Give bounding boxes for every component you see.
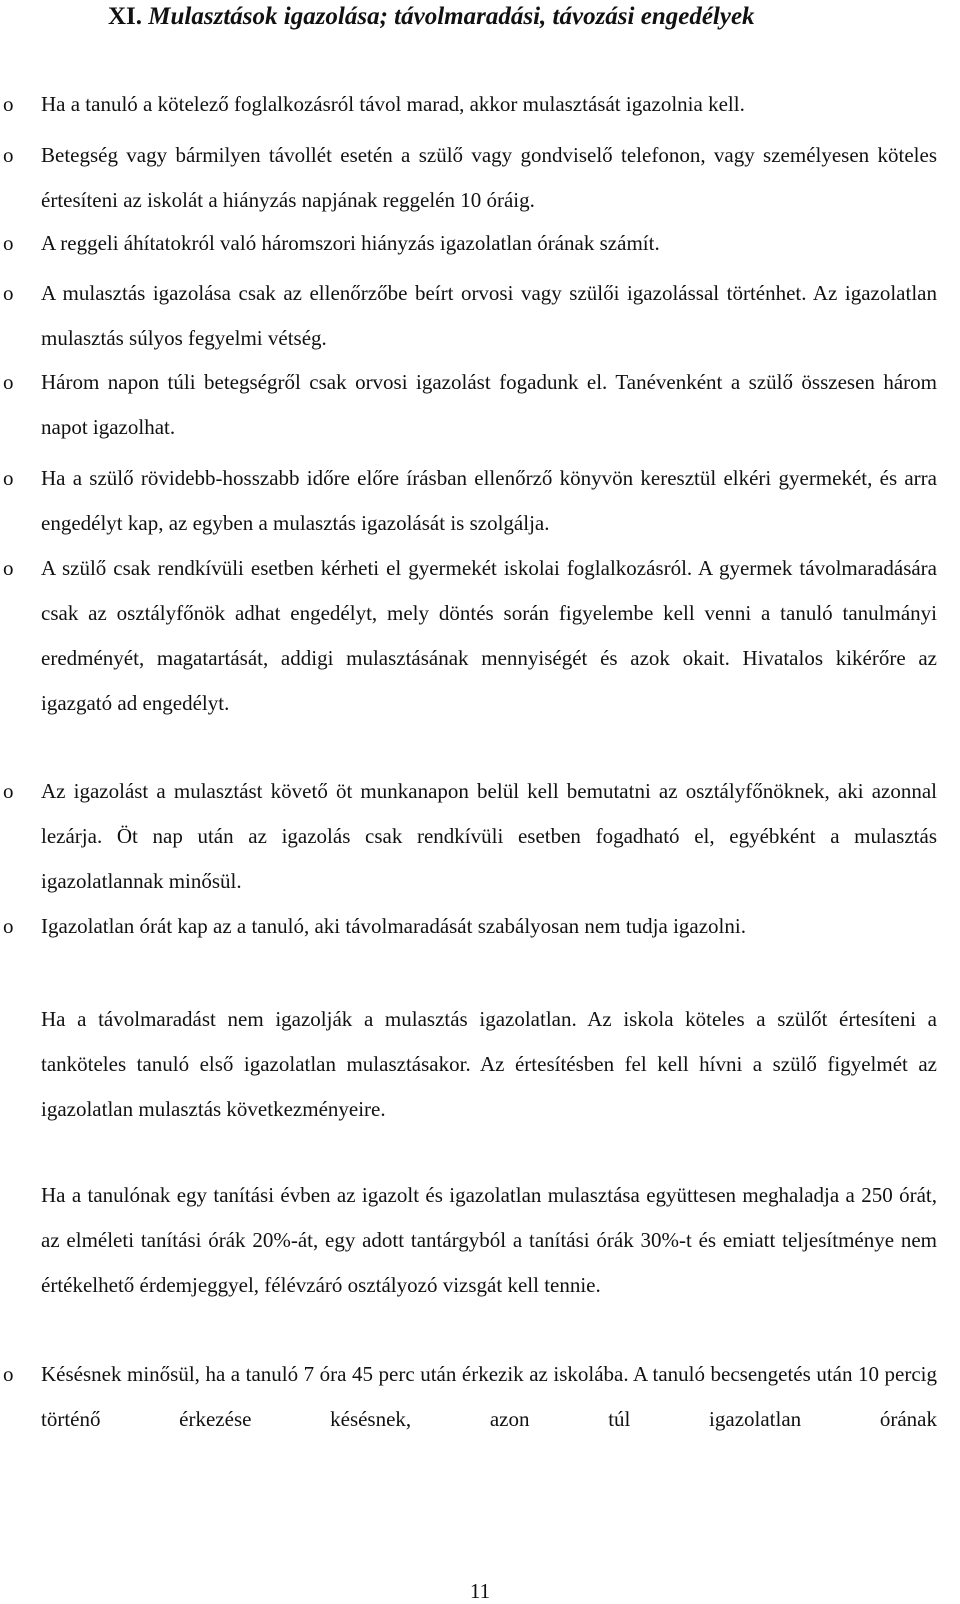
bullet-marker: o <box>3 1362 14 1386</box>
bullet-marker: o <box>3 370 14 394</box>
list-item-text: Ha a szülő rövidebb-hosszabb időre előre írásban ellenőrző könyvön keresztül elkéri gyermekét, és arra engedélyt kap, az egyben a mulasztás igazolását is szolgálja. <box>41 466 937 535</box>
list-item-text: Késésnek minősül, ha a tanuló 7 óra 45 perc után érkezik az iskolába. A tanuló becsengetés után 10 percig történő érkezése késésnek, azon túl igazolatlan órának <box>41 1362 937 1431</box>
list-item-text: Betegség vagy bármilyen távollét esetén a szülő vagy gondviselő telefonon, vagy személyesen köteles értesíteni az iskolát a hiányzás napjának reggelén 10 óráig. <box>41 143 937 212</box>
list-item-text: A mulasztás igazolása csak az ellenőrzőbe beírt orvosi vagy szülői igazolással történhet. Az igazolatlan mulasztás súlyos fegyelmi vétség. <box>41 281 937 350</box>
list-item-text: A szülő csak rendkívüli esetben kérheti el gyermekét iskolai foglalkozásról. A gyermek távolmaradására csak az osztályfőnök adhat engedélyt, mely döntés során figyelembe kell venni a tanuló tanulmányi eredményét, magatartását, addigi mulasztásának mennyiségét és azok okait. Hivatalos kikérőre az igazgató ad engedélyt. <box>41 556 937 715</box>
list-item-text: A reggeli áhítatokról való háromszori hiányzás igazolatlan órának számít. <box>41 231 660 255</box>
section-title <box>108 0 755 34</box>
list-item-text: Igazolatlan órát kap az a tanuló, aki távolmaradását szabályosan nem tudja igazolni. <box>41 914 746 938</box>
bullet-marker: o <box>3 92 14 116</box>
list-item-text: Ha a tanuló a kötelező foglalkozásról távol marad, akkor mulasztását igazolnia kell. <box>41 92 745 116</box>
bullet-marker: o <box>3 281 14 305</box>
bullet-marker: o <box>3 466 14 490</box>
list-item-text: Az igazolást a mulasztást követő öt munkanapon belül kell bemutatni az osztályfőnöknek, aki azonnal lezárja. Öt nap után az igazolás csak rendkívüli esetben fogadható el, egyébként a mulasztás igazolatlannak minősül. <box>41 779 937 893</box>
bullet-marker: o <box>3 231 14 255</box>
paragraph-text: Ha a tanulónak egy tanítási évben az igazolt és igazolatlan mulasztása együttesen meghaladja a 250 órát, az elméleti tanítási órák 20%-át, egy adott tantárgyból a tanítási órák 30%-t és emiatt teljesítménye nem értékelhető érdemjeggyel, félévzáró osztályozó vizsgát kell tennie. <box>41 1183 937 1297</box>
paragraph-text: Ha a távolmaradást nem igazolják a mulasztás igazolatlan. Az iskola köteles a szülőt értesíteni a tanköteles tanuló első igazolatlan mulasztásakor. Az értesítésben fel kell hívni a szülő figyelmét az igazolatlan mulasztás következményeire. <box>41 1007 937 1121</box>
section-title-text: Mulasztások igazolása; távolmaradási, távozási engedélyek <box>148 3 755 30</box>
bullet-marker: o <box>3 556 14 580</box>
list-item-text: Három napon túli betegségről csak orvosi igazolást fogadunk el. Tanévenként a szülő összesen három napot igazolhat. <box>41 370 937 439</box>
section-number: XI. <box>108 3 143 30</box>
bullet-marker: o <box>3 143 14 167</box>
bullet-marker: o <box>3 914 14 938</box>
bullet-marker: o <box>3 779 14 803</box>
page-number: 11 <box>469 1579 491 1603</box>
